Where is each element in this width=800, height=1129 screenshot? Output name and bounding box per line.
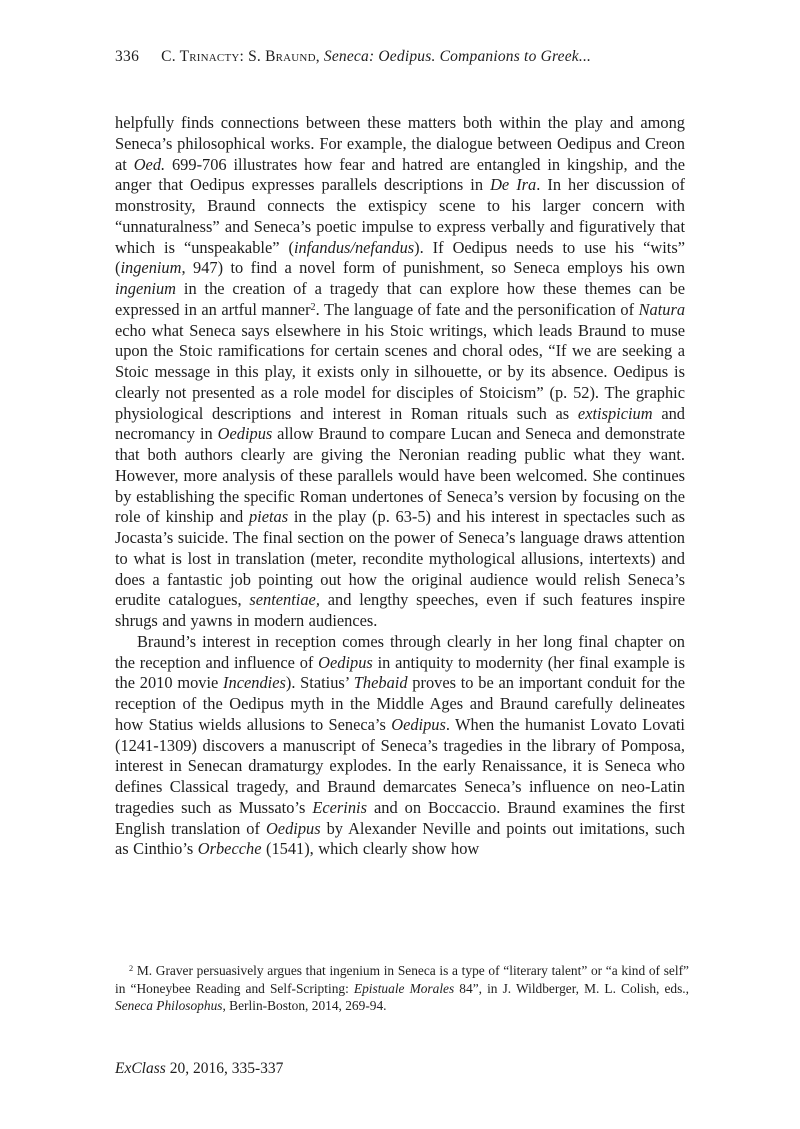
running-head-title: C. Trinacty: S. Braund, Seneca: Oedipus. Companions to Greek... — [161, 48, 592, 65]
running-header — [115, 48, 685, 66]
body-paragraph-2: Braund’s interest in reception comes through clearly in her long final chapter on the reception and influence of Oedipus in antiquity to modernity (her final example is the 2010 movie Incendies). Statius’ Thebaid proves to be an important conduit for the reception of the Oedipus myth in the Middle Ages and Braund carefully delineates how Statius wields allusions to Seneca’s Oedipus. When the humanist Lovato Lovati (1241-1309) discovers a manuscript of Seneca’s tragedies in the library of Pomposa, interest in Senecan dramaturgy explodes. In the early Renaissance, it is Seneca who defines Classical tragedy, and Braund demarcates Seneca’s influence on neo-Latin tragedies such as Mussato’s Ecerinis and on Boccaccio. Braund examines the first English translation of Oedipus by Alexander Neville and points out imitations, such as Cinthio’s Orbecche (1541), which clearly show how — [115, 631, 686, 859]
body-paragraph-1: helpfully finds connections between these matters both within the play and among Seneca’s philosophical works. For example, the dialogue between Oedipus and Creon at Oed. 699-706 illustrates how fear and hatred are entangled in kingship, and the anger that Oedipus expresses parallels descriptions in De Ira. In her discussion of monstrosity, Braund connects the extispicy scene to his larger concern with “unnaturalness” and Seneca’s poetic impulse to express verbally and figuratively that which is “unspeakable” (infandus/nefandus). If Oedipus needs to use his “wits” (ingenium, 947) to find a novel form of punishment, so Seneca employs his own ingenium in the creation of a tragedy that can explore how these themes can be expressed in an artful manner$^2$. The language of fate and the personification of Natura echo what Seneca says elsewhere in his Stoic writings, which leads Braund to muse upon the Stoic ramifications for certain scenes and choral odes, “If we are seeking a Stoic message in this play, it exists only in silhouette, or by its absence. Oedipus is clearly not presented as a role model for disciples of Stoicism” (p. 52). The graphic physiological descriptions and interest in Roman rituals such as extispicium and necromancy in Oedipus allow Braund to compare Lucan and Seneca and demonstrate that both authors clearly are giving the Neronian reading public what they want. However, more analysis of these parallels would have been welcomed. She continues by establishing the specific Roman undertones of Seneca’s version by focusing on the role of kinship and pietas in the play (p. 63-5) and his interest in spectacles such as Jocasta’s suicide. The final section on the power of Seneca’s language draws attention to what is lost in translation (meter, recondite mythological allusions, intertexts) and does a fantastic job pointing out how the original audience would relish Seneca’s erudite catalogues, sententiae, and lengthy speeches, even if such features inspire shrugs and yawns in modern audiences. — [115, 113, 686, 630]
page-number: 336 — [115, 48, 140, 65]
footnote: $^2$ M. Graver persuasively argues that ingenium in Seneca is a type of “literary talent” or “a kind of self” in “Honeybee Reading and Self-Scripting: Epistuale Morales 84”, in J. Wildberger, M. L. Colish, eds., Seneca Philosophus, Berlin-Boston, 2014, 269-94. — [115, 963, 690, 1014]
journal-citation: ExClass 20, 2016, 335-337 — [115, 1060, 284, 1077]
body-text — [115, 113, 685, 860]
